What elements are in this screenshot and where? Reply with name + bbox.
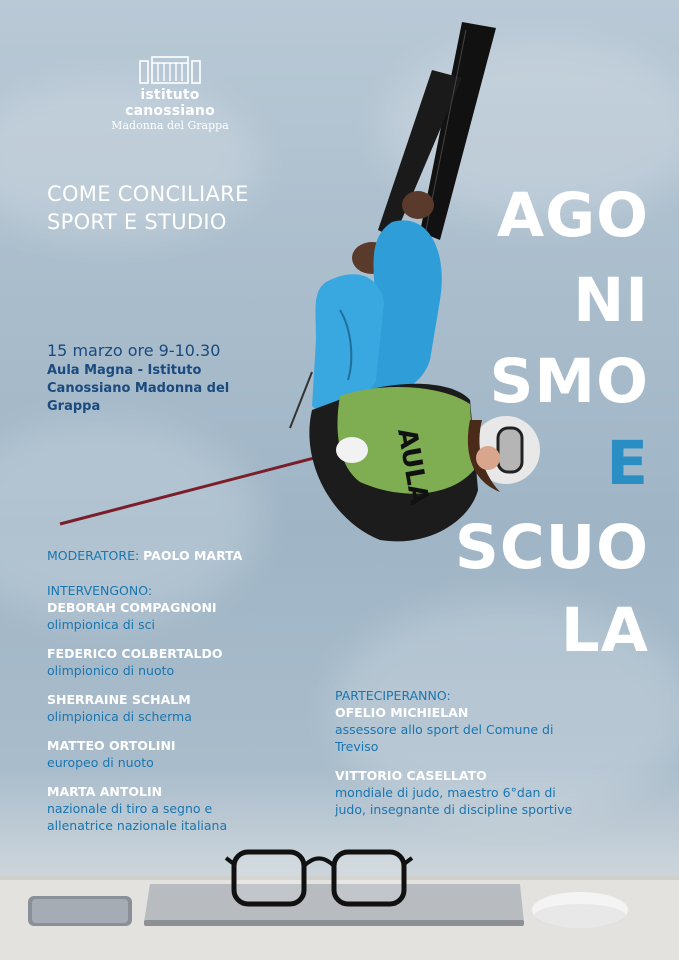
speaker-name: SHERRAINE SCHALM — [47, 692, 191, 707]
speaker-name: MARTA ANTOLIN — [47, 784, 163, 799]
speaker-description: olimpionica di sci — [47, 617, 155, 632]
big-title-line1: AGO — [496, 180, 649, 251]
participants-label: PARTECIPERANNO: — [335, 688, 451, 703]
moderator-name: PAOLO MARTA — [143, 548, 243, 563]
headline-line2: SPORT E STUDIO — [47, 210, 227, 234]
mouse-icon — [532, 892, 628, 928]
speakers-label: INTERVENGONO: — [47, 583, 153, 598]
big-title-line2: NI — [573, 265, 649, 336]
event-location: Aula Magna - Istituto Canossiano Madonna del Grappa — [47, 363, 230, 414]
big-title-line6: LA — [560, 595, 649, 666]
moderator-label: MODERATORE: — [47, 548, 140, 563]
phone-icon — [28, 896, 132, 926]
event-date: 15 marzo ore 9-10.30 — [47, 341, 221, 360]
speaker-name: FEDERICO COLBERTALDO — [47, 646, 223, 661]
logo-subtitle: Madonna del Grappa — [111, 119, 229, 132]
participant-description: assessore allo sport del Comune di Treviso — [335, 722, 554, 754]
participant-name: OFELIO MICHIELAN — [335, 705, 469, 720]
participant-name: VITTORIO CASELLATO — [335, 768, 487, 783]
participant-description: mondiale di judo, maestro 6°dan di judo, insegnante di discipline sportive — [335, 785, 573, 817]
speaker-description: nazionale di tiro a segno e allenatrice nazionale italiana — [47, 801, 228, 833]
headline-line1: COME CONCILIARE — [47, 182, 249, 206]
big-title-line5: SCUO — [454, 512, 649, 583]
speaker-description: olimpionica di scherma — [47, 709, 192, 724]
speaker-name: DEBORAH COMPAGNONI — [47, 600, 217, 615]
big-title-line3: SMO — [489, 346, 649, 417]
speaker-description: olimpionico di nuoto — [47, 663, 175, 678]
speaker-description: europeo di nuoto — [47, 755, 154, 770]
speaker-name: MATTEO ORTOLINI — [47, 738, 176, 753]
big-title-line4: E — [606, 428, 649, 499]
logo-name: istituto canossiano — [125, 87, 215, 119]
bib-text: AULA — [391, 426, 435, 508]
